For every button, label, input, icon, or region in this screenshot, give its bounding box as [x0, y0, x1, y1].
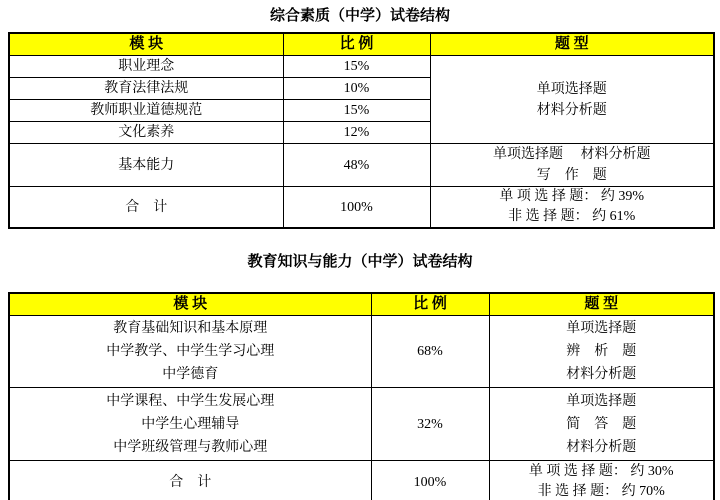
- total-ratio-cell: 100%: [371, 461, 489, 500]
- table-row-basic-ability: [9, 144, 714, 187]
- type-line: 单 项 选 择 题： 约 39%: [499, 189, 645, 204]
- type-column-header: 题 型: [489, 293, 714, 316]
- jiaoyu-zhishi-table: [8, 292, 715, 500]
- table-row-total: [9, 461, 714, 500]
- table2-title: 教育知识与能力（中学）试卷结构: [247, 254, 473, 270]
- ratio-cell: 32%: [371, 388, 489, 461]
- type-line: 材料分析题: [566, 439, 637, 455]
- ratio-cell: 48%: [283, 144, 430, 187]
- table-row: [9, 388, 714, 461]
- zonghe-suzhi-table: [8, 32, 715, 229]
- total-ratio-cell: 100%: [283, 187, 430, 229]
- total-type-cell: [489, 461, 714, 500]
- ratio-cell: 68%: [371, 316, 489, 388]
- module-line: 中学德育: [162, 367, 219, 382]
- type-line: 单项选择题 材料分析题: [493, 147, 651, 162]
- type-cell: [489, 388, 714, 461]
- type-column-header: 题 型: [430, 33, 714, 56]
- table-row: [9, 56, 714, 78]
- total-label-cell: 合 计: [9, 187, 283, 229]
- type-line: 材料分析题: [536, 102, 607, 118]
- module-line: 中学课程、中学生发展心理: [106, 393, 275, 409]
- type-line: 单项选择题: [536, 81, 607, 97]
- type-line: 简 答 题: [566, 416, 637, 432]
- table-row: [9, 316, 714, 388]
- ratio-cell: 12%: [283, 122, 430, 144]
- table1-header-row: [9, 33, 714, 56]
- module-column-header: 模 块: [9, 33, 283, 56]
- type-line: 单项选择题: [566, 321, 637, 336]
- ratio-cell: 15%: [283, 100, 430, 122]
- ratio-column-header: 比 例: [283, 33, 430, 56]
- type-line: 材料分析题: [566, 367, 637, 382]
- module-column-header: 模 块: [9, 293, 371, 316]
- module-cell: 文化素养: [9, 122, 283, 144]
- type-line: 非 选 择 题： 约 61%: [508, 209, 636, 224]
- total-type-cell: [430, 187, 714, 229]
- module-line: 中学生心理辅导: [141, 416, 240, 432]
- module-line: 教育基础知识和基本原理: [113, 321, 268, 336]
- type-cell: [430, 144, 714, 187]
- type-line: 写 作 题: [536, 168, 607, 183]
- ratio-cell: 10%: [283, 78, 430, 100]
- module-line: 中学班级管理与教师心理: [113, 439, 268, 455]
- table1-title: 综合素质（中学）试卷结构: [269, 8, 450, 24]
- module-cell: 教育法律法规: [9, 78, 283, 100]
- type-line: 单项选择题: [566, 393, 637, 409]
- table2-header-row: [9, 293, 714, 316]
- module-cell: [9, 316, 371, 388]
- module-cell: [9, 388, 371, 461]
- module-cell: 基本能力: [9, 144, 283, 187]
- module-cell: 职业理念: [9, 56, 283, 78]
- type-cell: [489, 316, 714, 388]
- table-row-total: [9, 187, 714, 229]
- type-line: 辨 析 题: [566, 344, 637, 359]
- module-cell: 教师职业道德规范: [9, 100, 283, 122]
- ratio-cell: 15%: [283, 56, 430, 78]
- type-merged-cell: [430, 56, 714, 144]
- module-line: 中学教学、中学生学习心理: [106, 344, 275, 359]
- ratio-column-header: 比 例: [371, 293, 489, 316]
- type-line: 非 选 择 题： 约 70%: [537, 484, 665, 500]
- total-label-cell: 合 计: [9, 461, 371, 500]
- type-line: 单 项 选 择 题： 约 30%: [528, 464, 674, 480]
